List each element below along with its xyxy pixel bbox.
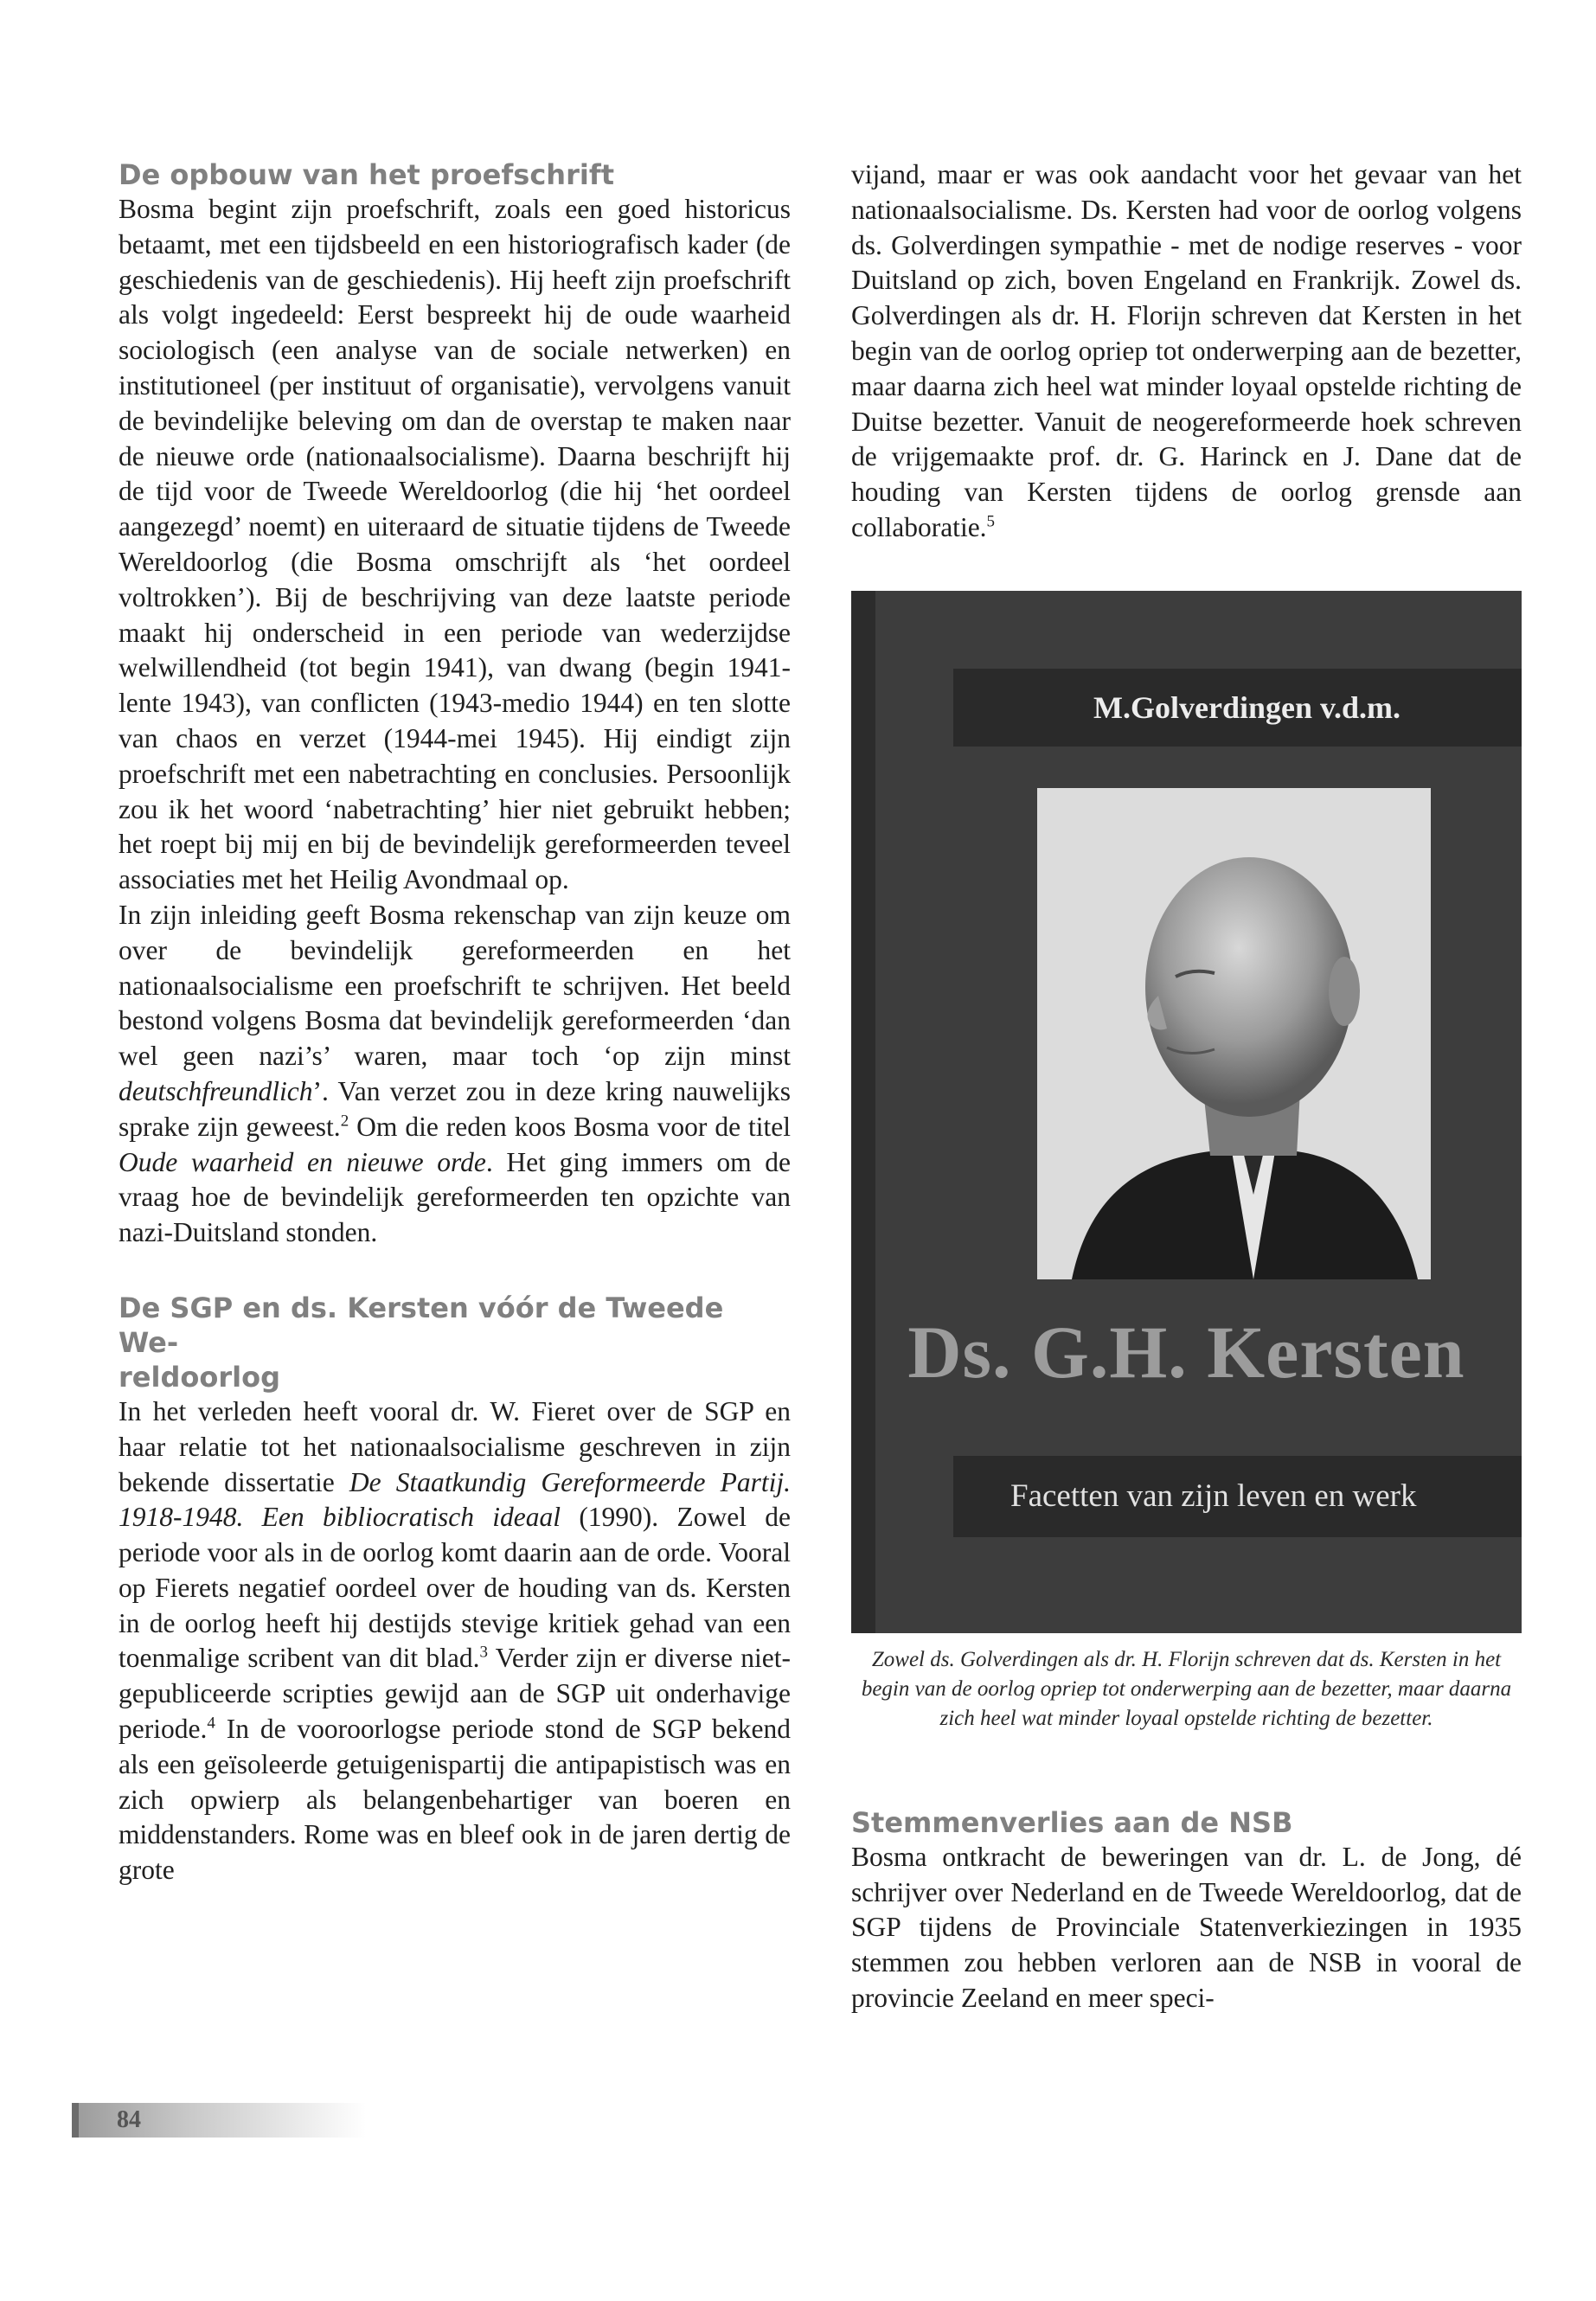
italic-dissertation-title: De Staatkundig Gereformeerde Partij. 1918-1948. Een bibliocratisch ideaal <box>119 1466 791 1533</box>
italic-book-title: Oude waarheid en nieuwe orde <box>119 1146 486 1177</box>
book-cover-image <box>851 591 1522 1633</box>
paragraph-nsb: Bosma ontkracht de beweringen van dr. L. de Jong, dé schrijver over Nederland en de Tweede Wereldoorlog, dat de SGP tijdens de Provinciale Statenverkiezingen in 1935 stemmen zou hebben verloren aan de NSB in vooral de provincie Zeeland en meer speci- <box>851 1841 1522 2013</box>
paragraph-continued <box>851 157 1522 546</box>
cover-title: Ds. G.H. Kersten <box>907 1310 1465 1394</box>
footnote-ref-5: 5 <box>986 512 996 531</box>
right-column <box>851 157 1522 2016</box>
italic-term: deutschfreundlich <box>119 1075 313 1106</box>
cover-subtitle: Facetten van zijn leven en werk <box>953 1456 1522 1537</box>
text-run: ’. Van verzet zou in deze kring nauwelijks sprake zijn geweest. <box>119 1075 791 1142</box>
section-heading-nsb: Stemmenverlies aan de NSB <box>851 1805 1293 1839</box>
heading-line: De SGP en ds. Kersten vóór de Tweede We- <box>119 1291 724 1359</box>
figure-caption: Zowel ds. Golverdingen als dr. H. Florijn schreven dat ds. Kersten in het begin van de oorlog opriep tot onderwerping aan de bezetter, maar daarna zich heel wat minder loyaal opstelde richting de bezetter. <box>861 1647 1512 1730</box>
footnote-ref-4: 4 <box>207 1714 215 1733</box>
page-number: 84 <box>117 2106 141 2133</box>
footnote-ref-3: 3 <box>479 1643 488 1662</box>
text-run: vijand, maar er was ook aandacht voor het gevaar van het nationaalsocialisme. Ds. Kersten had voor de oorlog volgens ds. Golverdingen sympathie - met de nodige reserves - voor Duitsland op zich, boven Engeland en Frankrijk. Zowel ds. Golverdingen als dr. H. Florijn schreven dat Kersten in het begin van de oorlog opriep tot onderwerping aan de bezetter, maar daarna zich heel wat minder loyaal opstelde richting de Duitse bezetter. Vanuit de neogereformeerde hoek schreven de vrijgemaakte prof. dr. G. Harinck en J. Dane dat de houding van Kersten tijdens de oorlog grensde aan collaboratie. <box>851 159 1522 542</box>
footnote-ref-2: 2 <box>340 1112 349 1131</box>
paragraph-opbouw-1: Bosma begint zijn proefschrift, zoals een goed historicus betaamt, met een tijdsbeeld en een historiografisch kader (de geschiedenis van de geschiedenis). Hij heeft zijn proefschrift als volgt ingedeeld: Eerst bespreekt hij de oude waarheid sociologisch (een analyse van de sociale netwerken) en institutioneel (per instituut of organisatie), vervolgens vanuit de bevindelijke beleving om dan de overstap te maken naar de nieuwe orde (nationaalsocialisme). Daarna beschrijft hij de tijd voor de Tweede Wereldoorlog (die hij ‘het oordeel aangezegd’ noemt) en uiteraard de situatie tijdens de Tweede Wereldoorlog (die Bosma omschrijft als ‘het oordeel voltrokken’). Bij de beschrijving van deze laatste periode maakt hij onderscheid in een periode van wederzijdse welwillendheid (tot begin 1941), van dwang (begin 1941-lente 1943), van conflicten (1943-medio 1944) en ten slotte van chaos en verzet (1944-mei 1945). Hij eindigt zijn proefschrift met een nabetrachting en conclusies. Persoonlijk zou ik het woord ‘nabetrachting’ hier niet gebruikt hebben; het roept bij mij en bij de bevindelijk gereformeerden teveel associaties met het Heilig Avondmaal op. <box>119 194 791 895</box>
portrait-figure <box>1037 788 1431 1279</box>
heading-line: reldoorlog <box>119 1360 280 1394</box>
cover-author: M.Golverdingen v.d.m. <box>953 669 1522 747</box>
text-run: In het verleden heeft vooral dr. W. Fieret over de SGP en haar relatie tot het nationaalsocialisme geschreven in zijn bekende dissertatie <box>119 1395 791 1497</box>
text-run: (1990). Zowel de periode voor als in de oorlog komt daarin aan de orde. Vooral op Fierets negatief oordeel over de houding van ds. Kersten in de oorlog heeft hij destijds stevige kritiek gehad van een toenmalige scribent van dit blad. <box>119 1502 791 1674</box>
text-run: Verder zijn er diverse niet-gepubliceerde scripties gewijd aan de SGP uit onderhavige periode. <box>119 1643 791 1745</box>
portrait-photo <box>1037 788 1431 1279</box>
section-heading-opbouw: De opbouw van het proefschrift <box>119 158 615 191</box>
text-run: In de vooroorlogse periode stond de SGP bekend als een geïsoleerde getuigenispartij die antipapistisch was en zich opwierp als belangenbehartiger van boeren en middenstanders. Rome was en bleef ook in de jaren dertig de grote <box>119 1714 791 1886</box>
text-run: . Het ging immers om de vraag hoe de bevindelijk gereformeerden ten opzichte van nazi-Duitsland stonden. <box>119 1146 791 1248</box>
section-heading-sgp <box>119 1291 791 1394</box>
page-number-bar <box>72 2103 366 2138</box>
text-run: Om die reden koos Bosma voor de titel <box>349 1111 791 1142</box>
book-spine <box>851 591 875 1633</box>
text-run: In zijn inleiding geeft Bosma rekenschap van zijn keuze om over de bevindelijk gereformeerden en het nationaalsocialisme een proefschrift te schrijven. Het beeld bestond volgens Bosma dat bevindelijk gereformeerden ‘dan wel geen nazi’s’ waren, maar toch ‘op zijn minst <box>119 899 791 1072</box>
paragraph-opbouw-2 <box>119 898 791 1251</box>
paragraph-sgp <box>119 1394 791 1888</box>
left-column <box>119 157 791 1888</box>
bar-edge <box>72 2103 79 2138</box>
